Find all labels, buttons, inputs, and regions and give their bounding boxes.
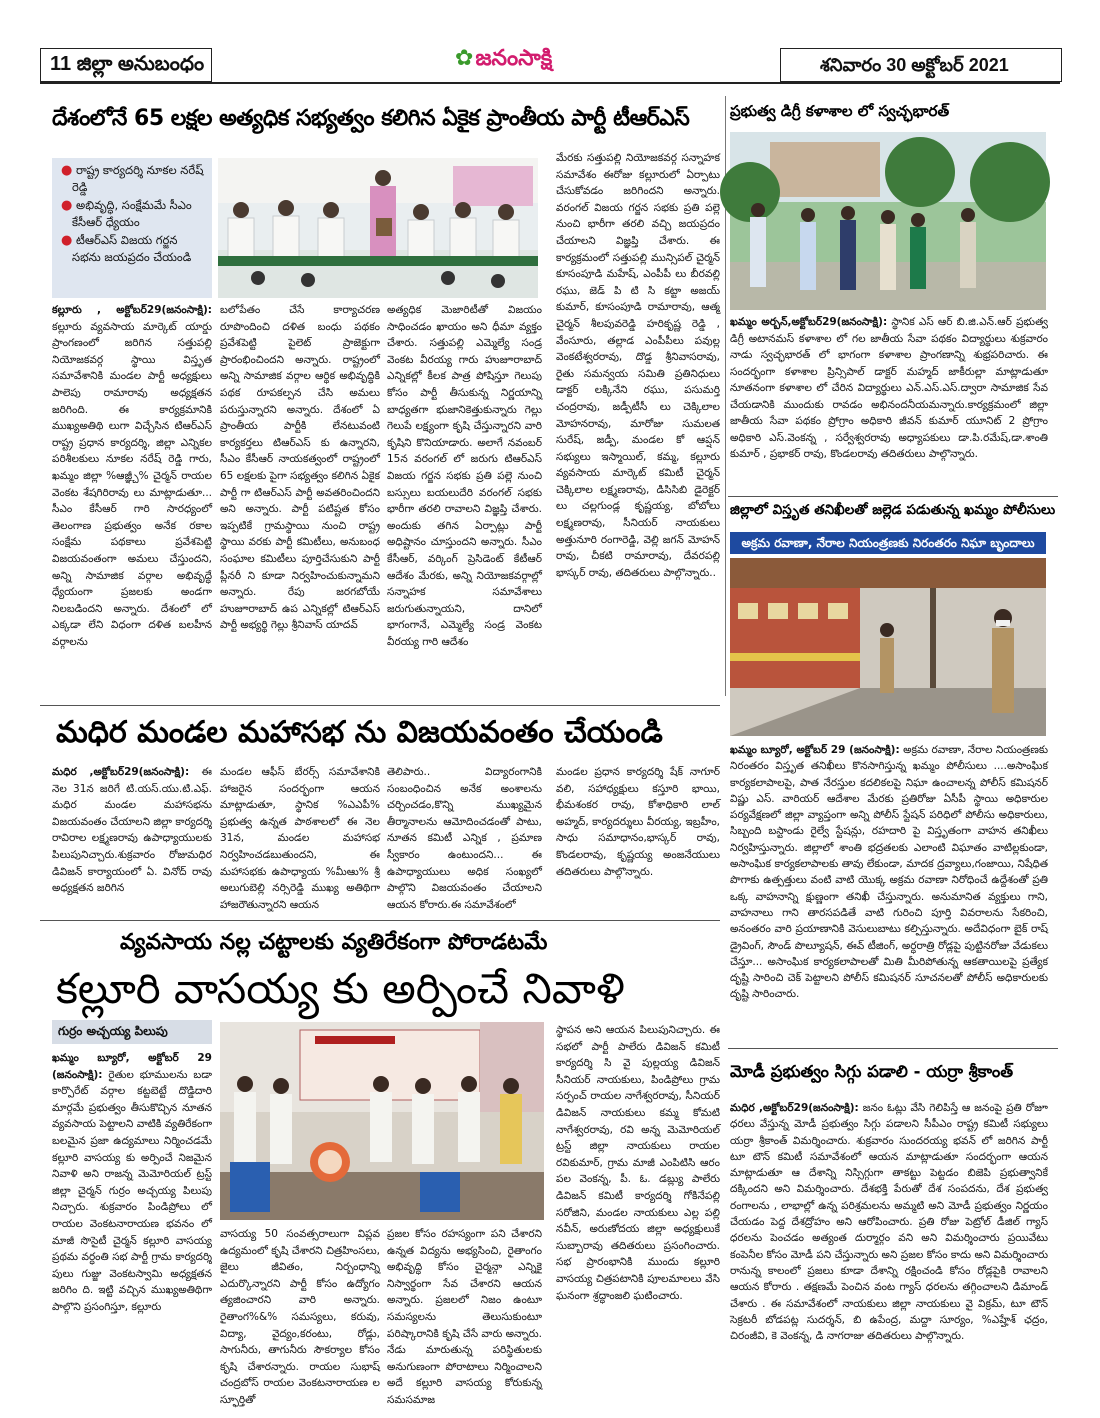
story5-headline: కల్లూరి వాసయ్య కు అర్పించే నివాళి xyxy=(56,964,625,1013)
story1-headline: దేశంలోనే 65 లక్షల అత్యధిక సభ్యత్వం కలిగిన ఏకైక ప్రాంతీయ పార్టీ టీఆర్ఎస్ xyxy=(52,106,690,131)
story1-col2: బలోపేతం చేసే కార్యాచరణ రూపొందించి దళిత బంధు పథకం ప్రవేశపెట్టి పైలెట్ ప్రాజెక్టుగా ప్రారంభించిందని అన్నారు. రాష్ట్రంలో అన్ని సామాజిక వర్గాల ఆర్థిక అభివృద్ధికి పథక రూపకల్పన చేసి అమలు పరుస్తున్నారని అన్నారు. దేశంలో ఏ ప్రాంతీయ పార్టీకి లేనటువంటి కార్యకర్తలు టిఆర్ఎస్ కు ఉన్నారని, సీఎం కేసీఆర్ నాయకత్వంలో రాష్ట్రంలో 65 లక్షలకు పైగా సభ్యత్వం కలిగిన ఏకైక పార్టీ గా టిఆర్ఎస్ పార్టీ అవతరించిందని అని అన్నారు. పార్టీ పటిష్టత కోసం ఇప్పటికే గ్రామస్థాయి నుంచి రాష్ట్ర స్థాయి వరకు పార్టీ కమిటీలు, అనుబంధ సంఘాల కమిటీలు పూర్తిచేసుకుని పార్టీ ప్లీనరీ ని కూడా నిర్వహించుకున్నామని అన్నారు. రేపు జరగబోయే హుజూరాబాద్ ఉప ఎన్నికల్లో టిఆర్ఎస్ పార్టీ అభ్యర్థి గెల్లు శ్రీనివాస్ యాదవ్ xyxy=(220,304,380,632)
story4-col3: తెలిపారు.. విద్యారంగానికి సంబంధించిన అనేక అంశాలను చర్చించడం,కొన్ని ముఖ్యమైన తీర్మానాలను ఆమోదించడంతో పాటు, నూతన కమిటీ ఎన్నిక , ప్రమాణ స్వీకారం ఉంటుందని... ఈ ఉపాధ్యాయులు అధిక సంఖ్యలో పాల్గొని విజయవంతం చేయాలని ఆయన కోరారు.ఈ సమావేశంలో xyxy=(387,766,542,911)
story5-col4: స్థాపన అని ఆయన పిలుపునిచ్చారు. ఈ సభలో పార్టీ పాలేరు డివిజన్ కమిటీ కార్యదర్శి సి వై పుల్లయ్య డివిజన్ సీనియర్ నాయకులు, పిండిప్రోలు గ్రామ సర్పంచ్ రాయల నాగేశ్వరరావు, సీనియర్ డివిజన్ నాయకులు కమ్మ కోమటి నాగేశ్వరరావు, రవి అన్న మెమోరియల్ ట్రస్ట్ జిల్లా నాయకులు రాయల రవికుమార్, గ్రామ మాజీ ఎంపిటిసి ఆరం పల వెంకన్న, పీ. ఓ. డబ్ల్యు పాలేరు డివిజన్ కమిటీ కార్యదర్శి గోకినేపల్లి సరోజిని, మండల నాయకులు ఎల్ల పల్లి నవీన్, అరుణోదయ జిల్లా అధ్యక్షులుకే సుబ్బారావు తదితరులు ప్రసంగించారు. సభ ప్రారంభానికి ముందు కల్లూరి వాసయ్య చిత్రపటానికి పూలమాలలు వేసి ఘనంగా శ్రద్ధాంజలి ఘటించారు. xyxy=(556,1024,720,1302)
story2-photo xyxy=(730,132,1046,310)
story1-col1: కల్లూరు , అక్టోబర్29(జనంసాక్షి): కల్లూరు వ్యవసాయ మార్కెట్ యార్డు ప్రాంగణంలో జరిగిన సత్తుపల్లి నియోజకవర్గ స్థాయి విస్తృత సమావేశానికి మండల పార్టీ అధ్యక్షులు పాలెపు రామారావు అధ్యక్షతన జరిగింది. ఈ కార్యక్రమానికి ముఖ్యఅతిథి లుగా విచ్చేసిన టిఆర్ఎస్ రాష్ట్ర ప్రధాన కార్యదర్శి, జిల్లా ఎన్నికల పరిశీలకులు నూకల నరేష్ రెడ్డి గారు, ఖమ్మం జిల్లా %ఆజ్ఞ్చీ% చైర్మన్ రాయల వెంకట శేషగిరిరావు లు మాట్లాడుతూ... సీఎం కేసీఆర్ గారి సారధ్యంలో తెలంగాణ ప్రభుత్వం అనేక రకాల సంక్షేమ పథకాలు ప్రవేశపెట్టి విజయవంతంగా అమలు చేస్తుందని, అన్ని సామాజిక వర్గాల అభివృద్ధే ధ్యేయంగా ప్రజలకు అండగా నిలబడిందని అన్నారు. దేశంలో లో ఎక్కడా లేని విధంగా దళిత బలహీన వర్గాలను xyxy=(52,304,212,648)
bullet-item: ● అభివృద్ధి, సంక్షేమమే సీఎం కేసీఆర్ ధ్యేయం xyxy=(61,198,192,229)
story5-tag: గుర్రం అచ్చయ్య పిలుపు xyxy=(52,1020,212,1044)
story1-photo xyxy=(218,158,538,298)
story5-col2: వాసయ్య 50 సంవత్సరాలుగా విప్లవ ఉద్యమంలో కృషి చేశారని చిత్రహింసలు, జైలు జీవితం, నిర్బంధాన్ని ఎదుర్కొన్నారని పార్టీ కోసం ఉద్యోగం త్యజించారని వారి అన్నారు. రైతాంగ%&% సమస్యలు, కరువు, విద్యా, వైద్యం,కరంటు, రోడ్లు, సాగునీరు, తాగునీరు సౌకర్యాల కోసం కృషి చేశారన్నారు. రాయల సుభాష్ చంద్రబోస్ రాయల వెంకటనారాయణ ల స్ఫూర్తితో xyxy=(220,1228,380,1406)
story1-col3: అత్యధిక మెజారిటీతో విజయం సాధించడం ఖాయం అని ధీమా వ్యక్తం చేశారు. సత్తుపల్లి ఎమ్మెల్యే సండ్ర వెంకట వీరయ్య గారు హుజూరాబాద్ ఎన్నికల్లో కీలక పాత్ర పోషిస్తూ గెలుపు కోసం పార్టీ తీసుకున్న నిర్ణయాన్ని బాధ్యతగా భుజానికెత్తుకున్నారు గెల్లు గెలుపే లక్ష్యంగా కృషి చేస్తున్నారని వారి కృషిని కొనియాడారు. అలాగే నవంబర్ 15న వరంగల్ లో జరుగు టిఆర్ఎస్ విజయ గర్జన సభకు ప్రతి పల్లె నుంచి బస్సులు బయలుదేరి వరంగల్ సభకు భారీగా తరలి రావాలని విజ్ఞప్తి చేశారు. అందుకు తగిన ఏర్పాట్లు పార్టీ అధిష్టానం చూస్తుందని అన్నారు. సీఎం కేసీఆర్, వర్కింగ్ ప్రెసిడెంట్ కేటీఆర్ ఆదేశం మేరకు, అన్ని నియోజకవర్గాల్లో సన్నాహక సమావేశాలు జరుగుతున్నాయని, దానిలో భాగంగానే, ఎమ్మెల్యే సండ్ర వెంకట వీరయ్య గారి ఆదేశం xyxy=(387,304,542,648)
masthead-logo xyxy=(455,46,552,76)
story4-col4: మండల ప్రధాన కార్యదర్శి షేక్ నాగూర్ వలి, సహాధ్యక్షులు కస్తూరి భాయి, భీమశంకర రావు, కోశాధికారి లాల్ అహ్మద్, కార్యదర్శులు వీరయ్య, ఇబ్రహీం, సాధు సమాధానం,భాస్కర్ రావు, కొండలరావు, కృష్ణయ్య అంజనేయులు తదితరులు పాల్గొన్నారు. xyxy=(556,766,720,878)
issue-date: శనివారం 30 అక్టోబర్ 2021 xyxy=(820,55,1009,75)
bullet-item: ● టీఆర్ఎస్ విజయ గర్జన సభను జయప్రదం చేయండి xyxy=(61,233,192,264)
story4-col1: మధిర ,అక్టోబర్29(జనంసాక్షి): ఈ నెల 31న జరిగే టి.యస్.యు.టి.ఎఫ్. మధిర మండల మహాసభను విజయవంతం చేయాలని జిల్లా కార్యదర్శి రావిరాల లక్ష్మణరావు ఉపాధ్యాయులకు పిలుపునిచ్చారు.శుక్రవారం రోజుమధిర డివిజన్ కార్యాయంలో ఏ. వినోద్ రావు అధ్యక్షతన జరిగిన xyxy=(52,766,212,895)
bullet-dot-icon: ● xyxy=(61,233,73,248)
leaf-icon: ✿ xyxy=(455,46,474,71)
story6-body: మధిర ,అక్టోబర్29(జనంసాక్షి): జనం ఓట్లు వేసి గెలిపిస్తే ఆ జనంపై ప్రతి రోజూ ధరలు వేస్తున్న మోడీ ప్రభుత్వం సిగ్గు పడాలని సీపీఎం రాష్ట్ర కమిటీ సభ్యులు యర్రా శ్రీకాంత్ విమర్శించారు. శుక్రవారం సుందరయ్య భవన్ లో జరిగిన పార్టీ టూ టౌన్ కమిటీ సమావేశంలో ఆయన మాట్లాడుతూ సందర్భంగా ఆయన మాట్లాడుతూ ఆ దేశాన్ని నిస్సిగ్గుగా తాకట్టు పెట్టడం బిజెపి ప్రభుత్వానికే దక్కిందని అని విమర్శించారు. దేశభక్తి పేరుతో దేశ సంపదను, దేశ ప్రభుత్వ రంగాలను , లాభాల్లో ఉన్న పరిశ్రమలను అమ్మటి అని మోడీ ప్రభుత్వం నిర్ణయం చేయడం పెద్ద దేశద్రోహం అని ఆరోపించారు. ప్రతి రోజు పెట్రోల్ డీజిల్ గ్యాస్ ధరలను పెంచడం అత్యంత దుర్మార్గం వని అని విమర్శించారు ప్రయివేటు కంపెనీల కోసం మోడీ పని చేస్తున్నారు అని ప్రజల కోసం కాదు అని విమర్శించారు రానున్న కాలంలో ప్రజలు కూడా దేశాన్ని రక్షించండి కోసం రోడ్లపైకి రావాలని ఆయన కోరారు . తక్షణమే పెంచిన వంట గ్యాస్ ధరలను తగ్గించాలని డిమాండ్ చేశారు . ఈ సమావేశంలో నాయకులు జిల్లా నాయకులు వై విక్రమ్, టూ టౌన్ సెక్రటరీ బోడపట్ల సుదర్శన్, బి ఉపేంద్ర, మద్దా సూర్యం, %ఎహ్హేశ్ ఛద్రం, చిరంజీవి, కె వెంకన్న, డి నాగరాజు తదితరులు పాల్గొన్నారు. xyxy=(730,1102,1048,1343)
story5-kicker: వ్యవసాయ నల్ల చట్టాలకు వ్యతిరేకంగా పోరాడటమే xyxy=(120,930,548,955)
story5-col1: ఖమ్మం బ్యూరో, అక్టోబర్ 29 (జనంసాక్షి): రైతుల భూములను బడా కార్పొరేట్ వర్గాల కట్టబెట్టే దొడ్డిదారి మార్గమే ప్రభుత్వం తీసుకొచ్చిన నూతన వ్యవసాయ పెట్టాలని వాటికి వ్యతిరేకంగా బలమైన ప్రజా ఉద్యమాలు నిర్మించడమే కల్లూరి వాసయ్య కు అర్పించే నిజమైన నివాళి అని రాజన్న మెమోరియల్ ట్రస్ట్ జిల్లా చైర్మన్ గుర్రం అచ్చయ్య పిలుపు నిచ్చారు. శుక్రవారం పిండిప్రోలు లో రాయల వెంకటనారాయణ భవనం లో మాజీ సొసైటీ చైర్మన్ కల్లూరి వాసయ్య ప్రథమ వర్ధంతి సభ పార్టీ గ్రామ కార్యదర్శి పులు గుజ్జు వెంకటస్వామి అధ్యక్షతన జరిగిం ది. ఇట్టి వచ్చిన ముఖ్యఅతిథిగా పాల్గొని ప్రసంగిస్తూ, కల్లూరు xyxy=(52,1052,212,1313)
bullet-dot-icon: ● xyxy=(61,163,73,178)
story3-subhead: అక్రమ రవాణా, నేరాల నియంత్రణకు నిరంతరం నిఘా బృందాలు xyxy=(730,532,1046,554)
bullet-item: ● రాష్ట్ర కార్యదర్శి నూకల నరేష్ రెడ్డి xyxy=(61,163,204,194)
story4-col2: మండల ఆఫీస్ బేరర్స్ సమావేశానికి హాజరైన సందర్భంగా ఆయన మాట్లాడుతూ, స్థానిక %ఎఎపీ% ప్రభుత్వ ఉన్నత పాఠశాలలో ఈ నెల 31న, మండల మహాసభ నిర్వహించడబుతుందని, ఈ మహాసభకు ఉపాధ్యాయ %మీఆు% శ్రీ అలుగుబెల్లి నర్సిరెడ్డి ముఖ్య అతిథిగా హాజరౌతున్నారని ఆయన xyxy=(220,766,380,911)
story3-body: ఖమ్మం బ్యూరో, అక్టోబర్ 29 (జనంసాక్షి): అక్రమ రవాణా, నేరాల నియంత్రణకు నిరంతరం విస్తృత తనిఖీలు కొనసాగిస్తున్న ఖమ్మం పోలీసులు ....అసాంఘిక కార్యకలాపాలపై, పాత నేరస్తుల కదలికలపై నిఘా ఉంచాలన్న పోలీస్ కమిషనర్ విష్ణు ఎస్. వారియర్ ఆదేశాల మేరకు ప్రతిరోజు ఏసీపీ స్థాయి అధికారుల పర్యవేక్షణలో జిల్లా వ్యాప్తంగా అన్ని పోలీస్ స్టేషన్ పరిధిలో పోలీసు అధికారులు, సిబ్బంది బస్టాండు రైల్వే స్టేషన్లు, రహదారి పై విస్తృతంగా వాహన తనిఖీలు నిర్వహిస్తున్నారు. జిల్లాలో శాంతి భద్రతలకు ఎలాంటి విఘాతం వాటిల్లకుండా, అసాంఘిక కార్యకలాపాలకు తావు లేకుండా, మాదక ద్రవ్యాలు,గంజాయి, నిషేధిత పొగాకు ఉత్పత్తులు వంటి వాటి యొక్క అక్రమ రవాణా నిరోధించే ఉద్దేశంతో ప్రతి ఒక్క వాహనాన్ని క్షుణ్ణంగా తనిఖీ చేస్తున్నారు. అనుమానిత వ్యక్తులు గాని, వాహనాలు గాని తారసపడితే వాటి గురించి పూర్తి వివరాలను సేకరించి, అనంతరం వారి ప్రయాణానికి వెసులుబాటు కల్పిస్తున్నారు. అదేవిధంగా బైక్ రాష్ డ్రైవింగ్, సౌండ్ పొల్యూషన్, ఈవ్ టీజింగ్, అర్ధరాత్రి రోడ్లపై పుట్టినరోజు వేడుకలు చేస్తూ... అసాంఘిక కార్యకలాపాలతో మితి మీరిపోతున్న ఆకతాయిలపై ప్రత్యేక దృష్టి సారించి చెక్ పెట్టాలని పోలీస్ కమిషనర్ సూచనలతో పోలీస్ అధికారులకు దృష్టి సారించారు. xyxy=(730,744,1048,1001)
story3-headline: జిల్లాలో విస్తృత తనిఖీలతో జల్లెడ పడుతున్న ఖమ్మం పోలీసులు xyxy=(730,502,1056,518)
story4-headline: మధిర మండల మహాసభ ను విజయవంతం చేయండి xyxy=(56,715,663,750)
story2-body: ఖమ్మం అర్బన్,అక్టోబర్29(జనంసాక్షి): స్థానిక ఎస్ ఆర్ బి.జి.ఎన్.ఆర్ ప్రభుత్వ డిగ్రీ అటానమస్ కళాశాల లో గల జాతీయ సేవా పథకం విద్యార్థులు శుక్రవారం నాడు స్వచ్ఛభారత్ లో భాగంగా కళాశాల ప్రాంగణాన్ని శుభ్రపరిచారు. ఈ సందర్భంగా కళాశాల ప్రిన్సిపాల్ డాక్టర్ మహ్మద్ జాకీరుల్లా మాట్లాడుతూ నూతనంగా కళాశాల లో చేరిన విద్యార్థులు ఎన్.ఎస్.ఎస్.ద్వారా సామాజిక సేవ చేయడానికి ముందుకు రావడం అభినందనీయమన్నారు.కార్యక్రమంలో జిల్లా జాతీయ సేవా పథకం ప్రోగ్రాం అధికారి జీవన్ కుమార్ యూనిట్ 2 ప్రోగ్రాం అధికారి ఎస్.వెంకన్న , సర్వేశ్వరరావు అధ్యాపకులు డా.పి.రమేష్,డా.శాంతి కుమార్ , ప్రభాకర్ రావు, కొండలరావు తదితరులు పాల్గొన్నారు. xyxy=(730,316,1048,460)
story5-col3: ప్రజల కోసం రహస్యంగా పని చేశారని ఉన్నత విద్యను అభ్యసించి, రైతాంగం అభివృద్ధి కోసం చైర్మన్గా ఎన్నికై నిస్వార్థంగా సేవ చేశారని ఆయన అన్నారు. ప్రజలలో నిజం ఉంటూ సమస్యలను తెలుసుకుంటూ పరిష్కారానికి కృషి చేసే వారు అన్నారు. నేడు మారుతున్న పరిస్థితులకు అనుగుణంగా పోరాటాలు నిర్మించాలని అదే కల్లూరి వాసయ్య కోరుకున్న సమసమాజ xyxy=(387,1228,542,1406)
story3-photo xyxy=(730,558,1046,736)
section-rule xyxy=(728,1048,1058,1049)
section-rule xyxy=(40,705,720,706)
section-rule xyxy=(40,920,720,921)
bullet-dot-icon: ● xyxy=(61,198,73,213)
story6-headline: మోడీ ప్రభుత్వం సిగ్గు పడాలి - యర్రా శ్రీకాంత్ xyxy=(730,1062,1014,1081)
masthead-rule xyxy=(40,82,1060,84)
logo-text: జనంసాక్షి xyxy=(475,46,553,71)
story2-headline: ప్రభుత్వ డిగ్రీ కళాశాల లో స్వచ్ఛభారత్ xyxy=(730,102,950,120)
section-rule xyxy=(728,496,1058,497)
story5-photo xyxy=(220,1022,544,1220)
story1-col4: మేరకు సత్తుపల్లి నియోజకవర్గ సన్నాహక సమావేశం ఈరోజు కల్లూరులో ఏర్పాటు చేసుకోవడం జరిగిందని అన్నారు. వరంగల్ విజయ గర్జన సభకు ప్రతి పల్లె నుంచి భారీగా తరలి వచ్చి జయప్రదం చేయాలని విజ్ఞప్తి చేశారు. ఈ కార్యక్రమంలో సత్తుపల్లి మున్సిపల్ చైర్మన్ కూసంపూడి మహేష్, ఎంపీపీ లు బీరవల్లి రఘు, జెడ్ పి టి సి కట్టా అజయ్ కుమార్, కూసంపూడి రామారావు, ఆత్మ చైర్మన్ శీలపువరెడ్డి హరికృష్ణ రెడ్డి , వేంసూరు, తల్లాడ ఎంపీపీలు పవుల్ల వెంకటేశ్వరరావు, దొడ్డ శ్రీనివాసరావు, రైతు సమన్వయ సమితి ప్రతినిధులు డాక్టర్ లక్కినేని రఘు, పసుమర్తి చంద్రరావు, జడ్పీటీసీ లు చెక్కిలాల మోహనరావు, మారోజు సుమలత సురేష్, జడ్పీ, మండల కో ఆప్షన్ సభ్యులు ఇస్మాయిల్, కమ్మ, కల్లూరు వ్యవసాయ మార్కెట్ కమిటీ చైర్మన్ చెక్కిలాల లక్ష్మణరావు, డిసిసిబి డైరెక్టర్ లు చల్లగుండ్ల కృష్ణయ్య, బోబోలు లక్ష్మణరావు, సీనియర్ నాయకులు అత్తునూరి రంగారెడ్డి, వెల్లి జగన్ మోహన్ రావు, చీకటి రామారావు, దేవరపల్లి భాస్కర్ రావు, తదితరులు పాల్గొన్నారు.. xyxy=(556,152,720,579)
story1-bullets xyxy=(52,158,212,298)
page-label: 11 జిల్లా అనుబంధం xyxy=(50,53,205,75)
